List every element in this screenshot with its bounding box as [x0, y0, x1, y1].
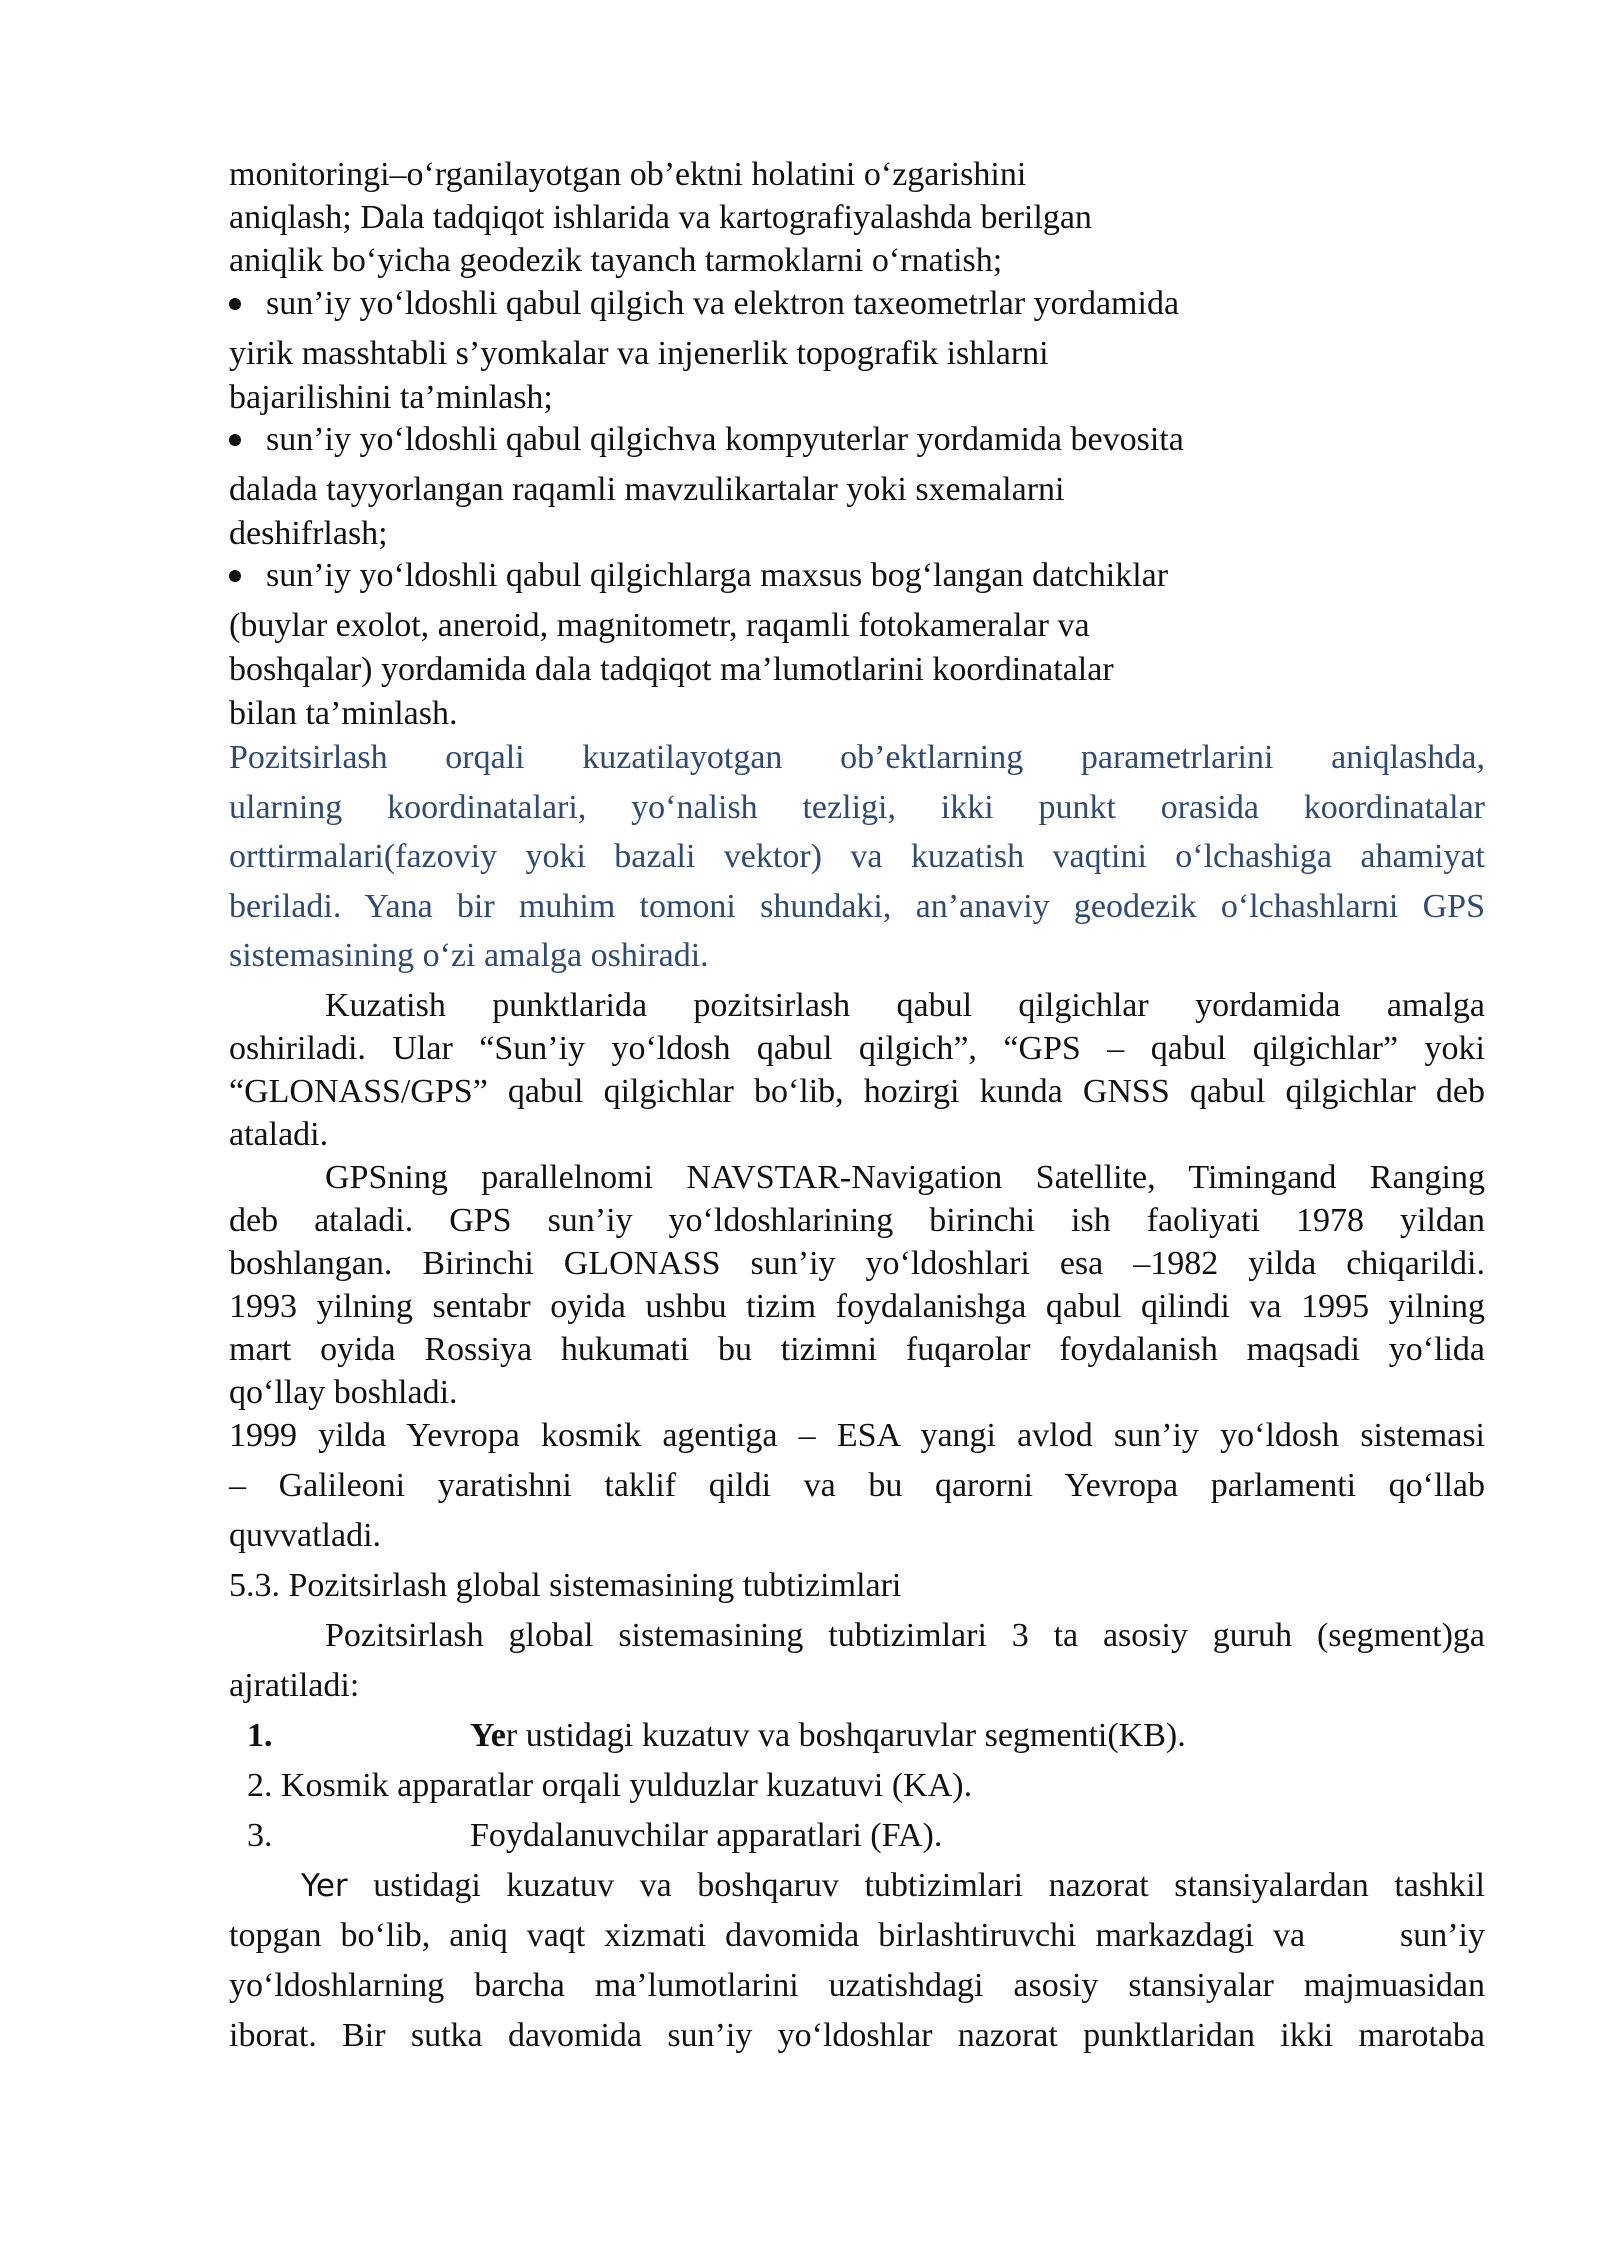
text-line: bajarilishini ta’minlash; [229, 379, 553, 416]
bullet-icon [229, 298, 241, 310]
paragraph-line: oshiriladi. Ular “Sun’iy yo‘ldosh qabul qilgich”, “GPS – qabul qilgichlar” yoki [229, 1030, 1485, 1067]
paragraph-word: Yer [301, 1868, 348, 1904]
paragraph-line: 1993 yilning sentabr oyida ushbu tizim foydalanishga qabul qilindi va 1995 yilning [229, 1288, 1485, 1325]
text-line: deshifrlash; [229, 515, 388, 552]
paragraph-text: ustidagi kuzatuv va boshqaruv tubtizimlari nazorat stansiyalardan tashkil [347, 1867, 1485, 1904]
list-number: 1. [247, 1717, 273, 1754]
paragraph-line: “GLONASS/GPS” qabul qilgichlar bo‘lib, hozirgi kunda GNSS qabul qilgichlar deb [229, 1073, 1485, 1110]
list-item [470, 1716, 1186, 1756]
paragraph-line: topgan bo‘lib, aniq vaqt xizmati davomida birlashtiruvchi markazdagi va sun’iy [229, 1917, 1485, 1954]
list-item-text: r ustidagi kuzatuv va boshqaruvlar segmenti(KB). [505, 1717, 1186, 1754]
text-line: bilan ta’minlash. [229, 695, 458, 732]
list-item: 2. Kosmik apparatlar orqali yulduzlar kuzatuvi (KA). [247, 1767, 973, 1804]
paragraph-line: 1999 yilda Yevropa kosmik agentiga – ESA yangi avlod sun’iy yo‘ldosh sistemasi [229, 1417, 1485, 1454]
paragraph-line: ataladi. [229, 1116, 329, 1153]
list-item-text: Foydalanuvchilar apparatlari (FA). [470, 1817, 943, 1854]
bullet-icon [229, 434, 241, 446]
bullet-item-text: sun’iy yo‘ldoshli qabul qilgich va elektron taxeometrlar yordamida [266, 285, 1180, 322]
bullet-item-text: sun’iy yo‘ldoshli qabul qilgichlarga maxsus bog‘langan datchiklar [266, 557, 1169, 594]
text-line: yirik masshtabli s’yomkalar va injenerlik topografik ishlarni [229, 335, 1049, 372]
paragraph-line: Pozitsirlash global sistemasining tubtizimlari 3 ta asosiy guruh (segment)ga [325, 1617, 1485, 1654]
bullet-icon [229, 570, 241, 582]
bullet-item-text: sun’iy yo‘ldoshli qabul qilgichva kompyuterlar yordamida bevosita [266, 421, 1184, 458]
paragraph-line [301, 1866, 1485, 1906]
paragraph-line: ularning koordinatalari, yo‘nalish tezligi, ikki punkt orasida koordinatalar [229, 789, 1485, 826]
list-number: 3. [247, 1817, 273, 1854]
text-line: dalada tayyorlangan raqamli mavzulikartalar yoki sxemalarni [229, 471, 1065, 508]
paragraph-line: GPSning parallelnomi NAVSTAR-Navigation Satellite, Timingand Ranging [325, 1159, 1485, 1196]
paragraph-line: yo‘ldoshlarning barcha ma’lumotlarini uzatishdagi asosiy stansiyalar majmuasidan [229, 1967, 1485, 2004]
list-item-bold: Ye [470, 1717, 506, 1754]
paragraph-line: mart oyida Rossiya hukumati bu tizimni fuqarolar foydalanish maqsadi yo‘lida [229, 1331, 1485, 1368]
paragraph-line: Kuzatish punktlarida pozitsirlash qabul qilgichlar yordamida amalga [325, 987, 1485, 1024]
paragraph-line: Pozitsirlash orqali kuzatilayotgan ob’ektlarning parametrlarini aniqlashda, [229, 739, 1485, 776]
paragraph-line: – Galileoni yaratishni taklif qildi va bu qarorni Yevropa parlamenti qo‘llab [229, 1467, 1485, 1504]
text-line: boshqalar) yordamida dala tadqiqot ma’lumotlarini koordinatalar [229, 651, 1114, 688]
paragraph-line: deb ataladi. GPS sun’iy yo‘ldoshlarining birinchi ish faoliyati 1978 yildan [229, 1202, 1485, 1239]
paragraph-line: quvvatladi. [229, 1517, 382, 1554]
text-line: aniqlash; Dala tadqiqot ishlarida va kartografiyalashda berilgan [229, 199, 1092, 236]
text-line: monitoringi–o‘rganilayotgan ob’ektni holatini o‘zgarishini [229, 156, 1027, 193]
paragraph-line: boshlangan. Birinchi GLONASS sun’iy yo‘ldoshlari esa –1982 yilda chiqarildi. [229, 1245, 1485, 1282]
paragraph-line: iborat. Bir sutka davomida sun’iy yo‘ldoshlar nazorat punktlaridan ikki marotaba [229, 2017, 1485, 2054]
text-line: (buylar exolot, aneroid, magnitometr, raqamli fotokameralar va [229, 607, 1090, 644]
paragraph-line: qo‘llay boshladi. [229, 1374, 458, 1411]
paragraph-line: orttirmalari(fazoviy yoki bazali vektor) va kuzatish vaqtini o‘lchashiga ahamiyat [229, 838, 1485, 875]
paragraph-line: ajratiladi: [229, 1667, 360, 1704]
paragraph-line: beriladi. Yana bir muhim tomoni shundaki, an’anaviy geodezik o‘lchashlarni GPS [229, 888, 1485, 925]
paragraph-line: sistemasining o‘zi amalga oshiradi. [229, 937, 709, 974]
section-heading: 5.3. Pozitsirlash global sistemasining tubtizimlari [229, 1567, 902, 1604]
text-line: aniqlik bo‘yicha geodezik tayanch tarmoklarni o‘rnatish; [229, 242, 1003, 279]
